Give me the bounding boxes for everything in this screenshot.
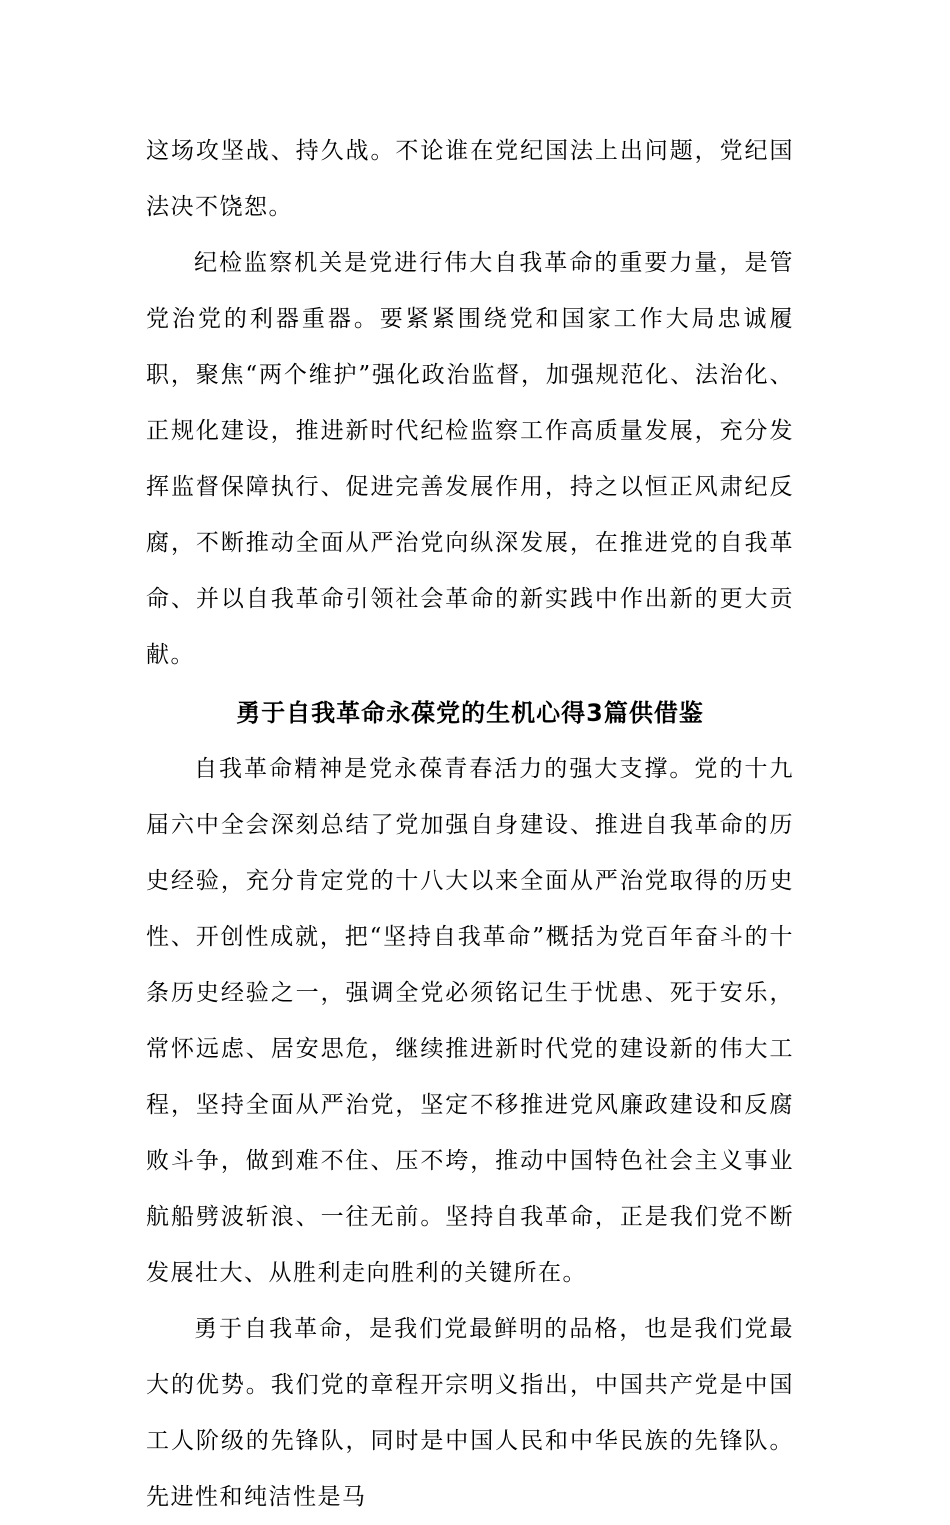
paragraph-continued: 这场攻坚战、持久战。不论谁在党纪国法上出问题，党纪国法决不饶恕。 — [146, 138, 794, 220]
paragraph-discipline-inspection: 纪检监察机关是党进行伟大自我革命的重要力量，是管党治党的利器重器。要紧紧围绕党和国家工作大局忠诚履职，聚焦“两个维护”强化政治监督，加强规范化、法治化、正规化建设，推进新时代纪检监察工作高质量发展，充分发挥监督保障执行、促进完善发展作用，持之以恒正风肃纪反腐，不断推动全面从严治党向纵深发展，在推进党的自我革命、并以自我革命引领社会革命的新实践中作出新的更大贡献。 — [146, 250, 794, 668]
paragraph-self-revolution-spirit: 自我革命精神是党永葆青春活力的强大支撑。党的十九届六中全会深刻总结了党加强自身建设、推进自我革命的历史经验，充分肯定党的十八大以来全面从严治党取得的历史性、开创性成就，把“坚持自我革命”概括为党百年奋斗的十条历史经验之一，强调全党必须铭记生于忧患、死于安乐，常怀远虑、居安思危，继续推进新时代党的建设新的伟大工程，坚持全面从严治党，坚定不移推进党风廉政建设和反腐败斗争，做到难不住、压不垮，推动中国特色社会主义事业航船劈波斩浪、一往无前。坚持自我革命，正是我们党不断发展壮大、从胜利走向胜利的关键所在。 — [146, 756, 794, 1286]
document-body — [146, 123, 794, 1525]
paragraph-party-character: 勇于自我革命，是我们党最鲜明的品格，也是我们党最大的优势。我们党的章程开宗明义指出，中国共产党是中国工人阶级的先锋队，同时是中国人民和中华民族的先锋队。先进性和纯洁性是马 — [146, 1316, 794, 1510]
section-heading: 勇于自我革命永葆党的生机心得3篇供借鉴 — [236, 699, 704, 727]
